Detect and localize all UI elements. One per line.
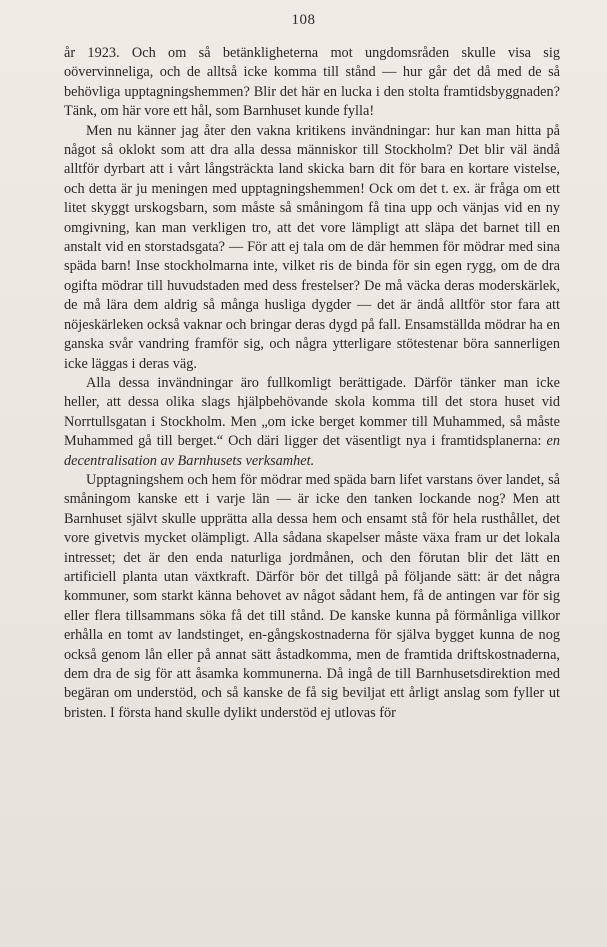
paragraph-3-text: Alla dessa invändningar äro fullkomligt berättigade. Därför tänker man icke heller, att dessa olika slags hjälpbehövande skola komma till det stora huset vid Norrtullsgatan i Stockholm. Men „om icke berget kommer till Muhammed, så måste Muhammed gå till berget.“ Och däri ligger det väsentligt nya i framtidsplanerna: [64, 374, 560, 450]
paragraph-4: Upptagningshem och hem för mödrar med späda barn lifet varstans över landet, så småningom kanske ett i varje län — är icke den tanken lockande nog? Men att Barnhuset självt skulle upprätta alla dessa hem och ensamt stå för hela rusthållet, det vore givetvis mycket olämpligt. Alla sådana skapelser måste växa fram ur det lokala intresset; det är den enda naturliga jordmånen, och den förutan blir det lätt en artificiell planta utan växtkraft. Därför bör det tillgå på följande sätt: är det några kommuner, som starkt känna behovet av något sådant hem, få de antingen var för sig eller flera tillsammans söka få det till stånd. De kanske kunna på förmånliga villkor erhålla en tomt av landstinget, en-gångskostnaderna för själva bygget kunna de nog också genom lån eller på annat sätt åstadkomma, men de framtida driftskostnaderna, dem dra de sig för att åsamka kommunerna. Då ingå de till Barnhusetsdirektion med begäran om understöd, och så kanske de få sig beviljat ett årligt anslag som fyller ut bristen. I första hand skulle dylikt understöd ej utlovas för [64, 471, 560, 721]
paragraph-2: Men nu känner jag åter den vakna kritikens invändningar: hur kan man hitta på något så oklokt som att dra alla dessa människor till Stockholm? Det blir väl ändå alltför dyrbart att i vårt långsträckta land skicka barn dit för bara en kortare vistelse, och detta är ju meningen med upptagningshemmen! Ock om det t. ex. är fråga om ett litet skyggt urskogsbarn, som måste så småningom få tina upp och vänjas vid en ny omgivning, kan man verkligen tro, att det vore lämpligt att släpa det barnet till en anstalt vid en storstadsgata? — För att ej tala om de där hemmen för mödrar med sina späda barn! Inse stockholmarna inte, vilket ris de binda för sin egen rygg, om de dra ogifta mödrar till huvudstaden med dess frestelser? De må väcka deras moderskärlek, de må lära dem aldrig så många husliga dygder — det är ändå alltför stor fara att nöjeskärleken också vaknar och bringar deras dygd på fall. Ensamställda mödrar ha en ganska svår vandring framför sig, och några ytterligare stötestenar böra sannerligen icke läggas i deras väg. [64, 122, 560, 372]
page-number: 108 [291, 12, 316, 28]
paragraph-1: år 1923. Och om så betänkligheterna mot ungdomsråden skulle visa sig oövervinneliga, och de alltså icke komma till stånd — hur går det då med de så behövliga upptagningshemmen? Blir det här en lucka i den stolta framtidsbyggnaden? Tänk, om här vore ett hål, som Barnhuset kunde fylla! [64, 45, 560, 120]
paragraph-3 [64, 374, 560, 471]
body-text [64, 44, 560, 723]
paragraph-3-emphasis: en decentralisation av Barnhusets verksamhet. [64, 433, 560, 469]
